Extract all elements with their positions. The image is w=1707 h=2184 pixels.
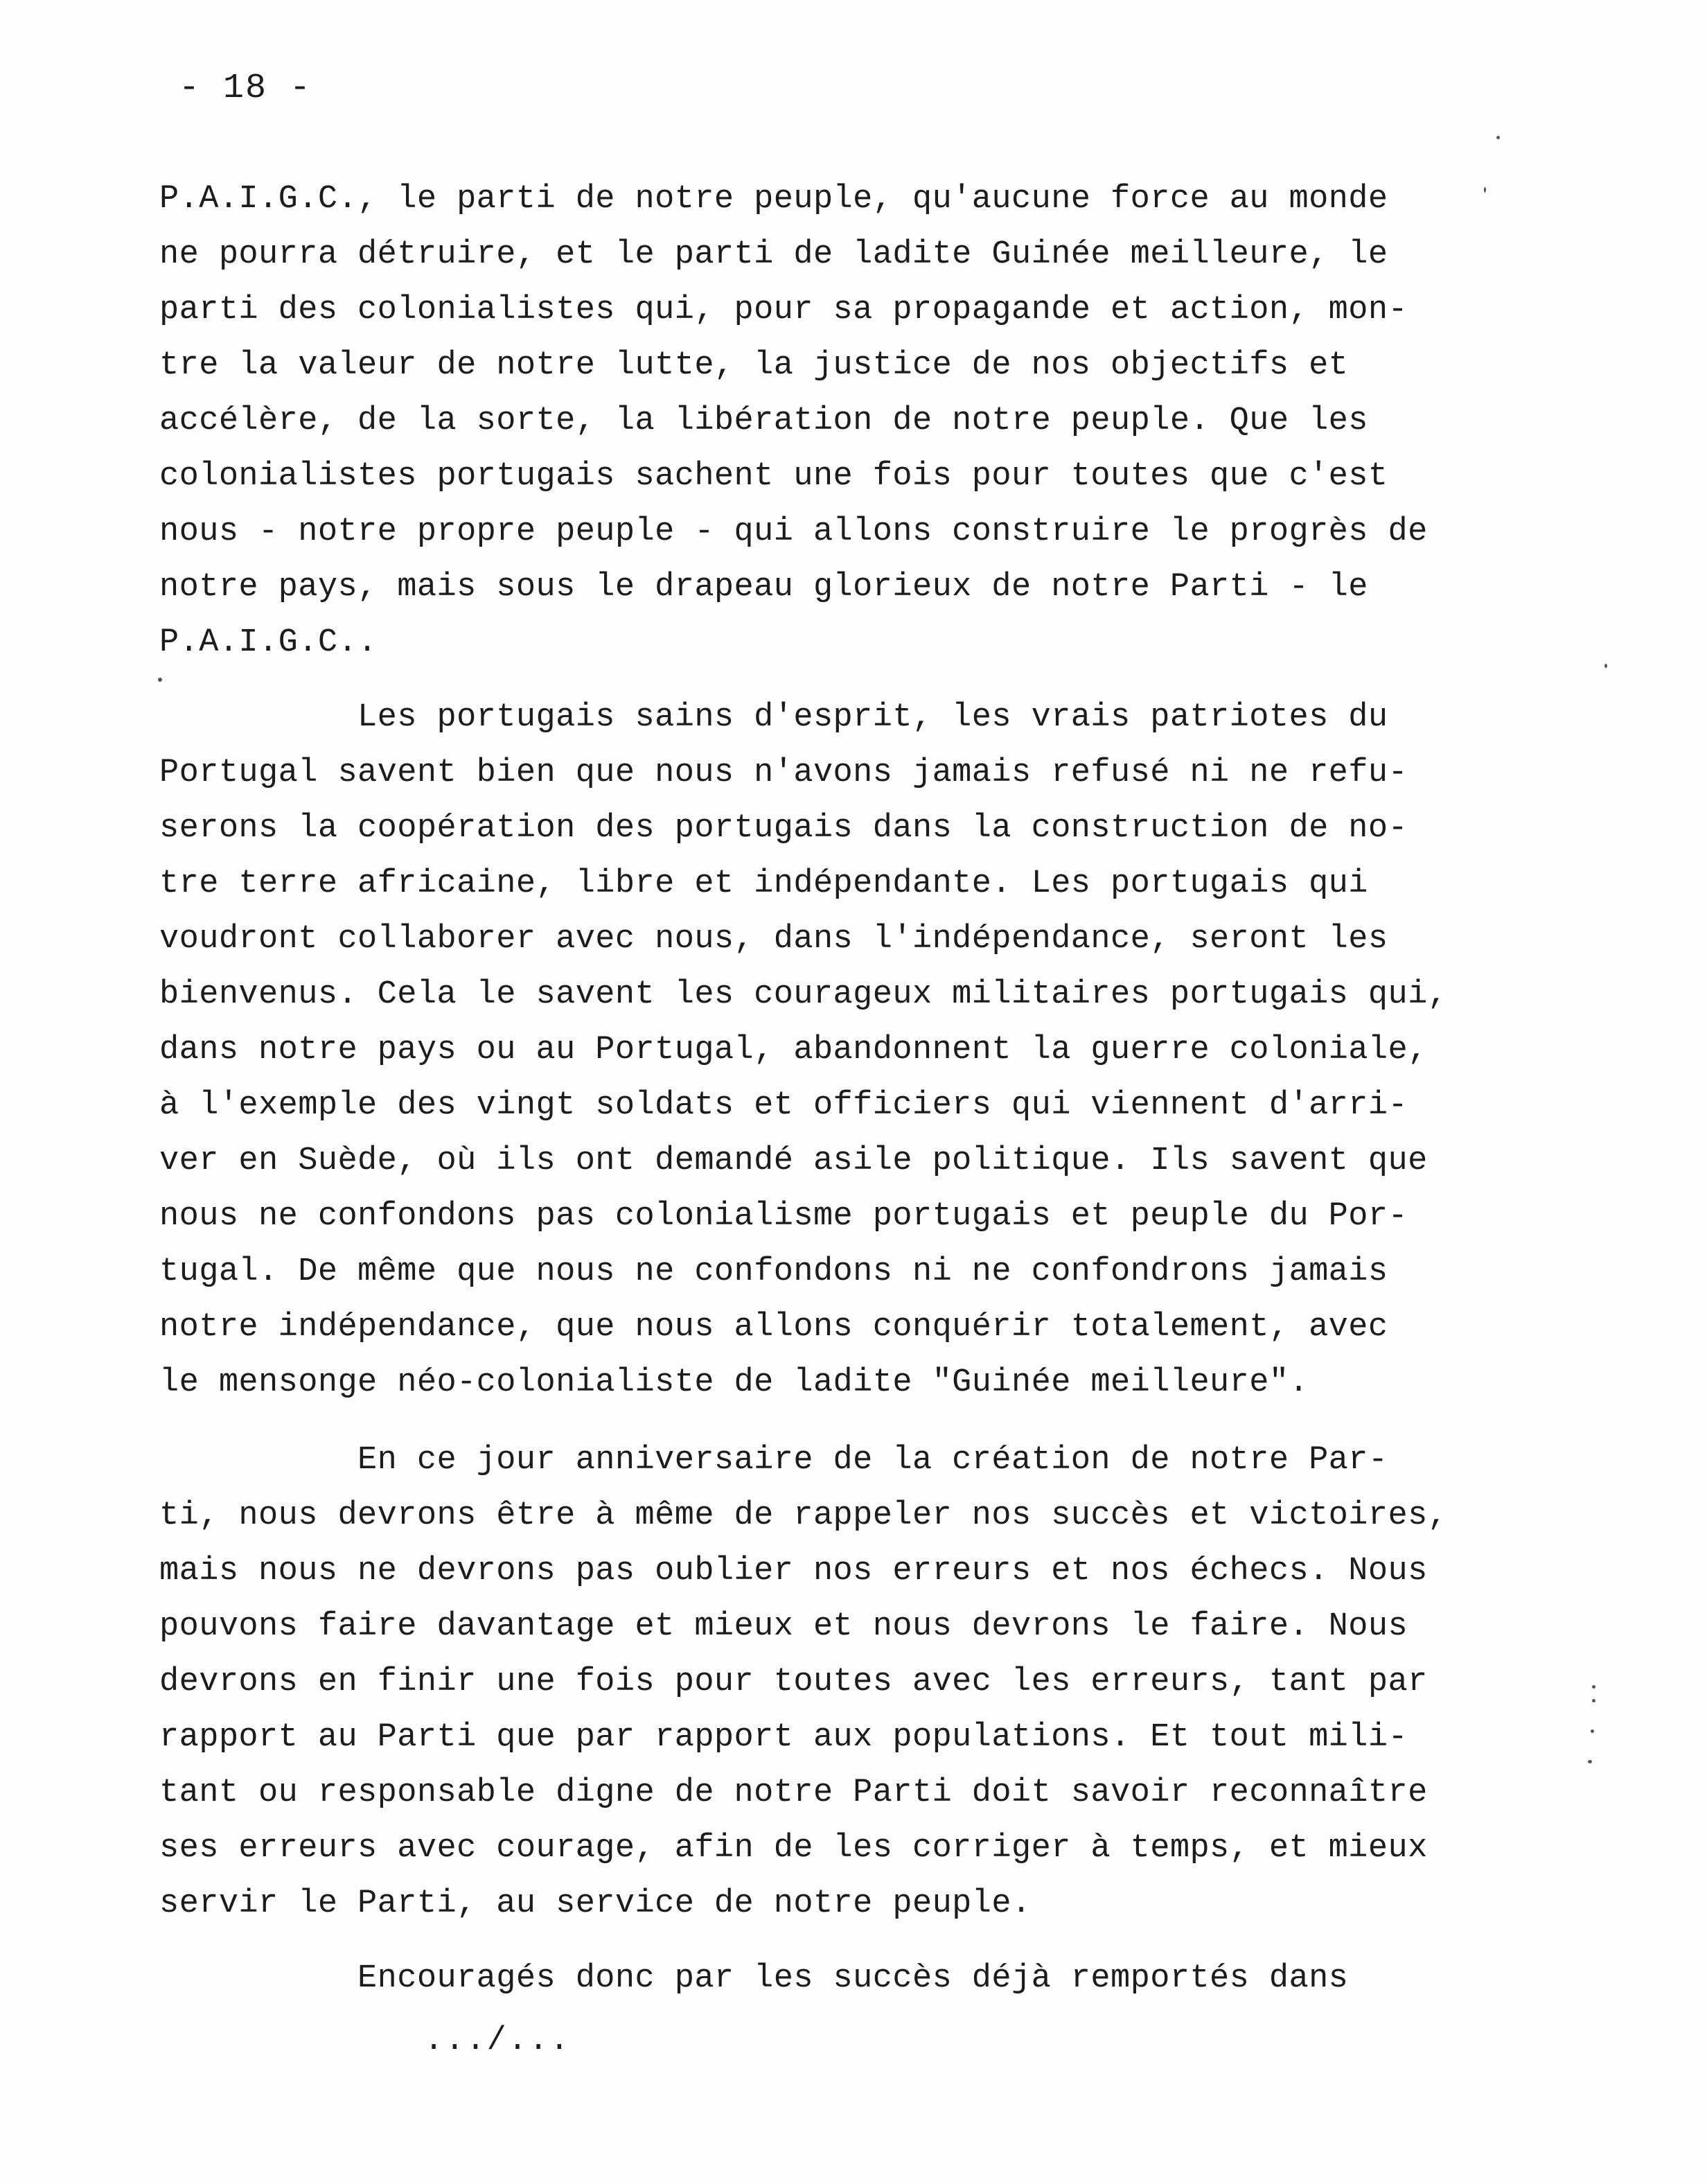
- paragraph-2: [159, 690, 1462, 1411]
- text-line: Portugal savent bien que nous n'avons jamais refusé ni ne refu-: [159, 755, 1408, 791]
- text-line: ti, nous devrons être à même de rappeler nos succès et victoires,: [159, 1497, 1448, 1534]
- text-line: notre indépendance, que nous allons conquérir totalement, avec: [159, 1309, 1388, 1346]
- text-line: mais nous ne devrons pas oublier nos erreurs et nos échecs. Nous: [159, 1553, 1428, 1589]
- text-line: parti des colonialistes qui, pour sa propagande et action, mon-: [159, 292, 1408, 328]
- paragraph-3: [159, 1433, 1462, 1932]
- scan-speck: [1604, 664, 1607, 668]
- scan-speck: [158, 678, 162, 682]
- text-line: P.A.I.G.C..: [159, 624, 378, 661]
- text-line: colonialistes portugais sachent une fois pour toutes que c'est: [159, 458, 1388, 495]
- text-line: tant ou responsable digne de notre Parti doit savoir reconnaître: [159, 1774, 1428, 1811]
- scan-speck: [1592, 1699, 1595, 1702]
- text-line: tugal. De même que nous ne confondons ni ne confondrons jamais: [159, 1253, 1388, 1290]
- text-line: nous - notre propre peuple - qui allons construire le progrès de: [159, 513, 1428, 550]
- text-line: ne pourra détruire, et le parti de ladite Guinée meilleure, le: [159, 236, 1388, 273]
- text-line: devrons en finir une fois pour toutes avec les erreurs, tant par: [159, 1664, 1428, 1700]
- text-line: Les portugais sains d'esprit, les vrais patriotes du: [159, 699, 1388, 736]
- text-line: P.A.I.G.C., le parti de notre peuple, qu'aucune force au monde: [159, 181, 1388, 218]
- text-line: ver en Suède, où ils ont demandé asile politique. Ils savent que: [159, 1143, 1428, 1179]
- text-line: accélère, de la sorte, la libération de notre peuple. Que les: [159, 403, 1368, 439]
- scan-speck: [1484, 187, 1486, 193]
- paragraph-4: [159, 1951, 1462, 2007]
- continuation-marker: .../...: [424, 2023, 571, 2059]
- text-line: notre pays, mais sous le drapeau glorieux de notre Parti - le: [159, 569, 1368, 606]
- text-line: servir le Parti, au service de notre peuple.: [159, 1885, 1032, 1922]
- text-line: pouvons faire davantage et mieux et nous devrons le faire. Nous: [159, 1608, 1408, 1645]
- text-line: serons la coopération des portugais dans la construction de no-: [159, 810, 1408, 847]
- text-line: Encouragés donc par les succès déjà remportés dans: [159, 1960, 1349, 1997]
- text-line: rapport au Parti que par rapport aux populations. Et tout mili-: [159, 1719, 1408, 1756]
- scan-speck: [1588, 1760, 1592, 1763]
- text-line: tre terre africaine, libre et indépendante. Les portugais qui: [159, 865, 1368, 902]
- paragraph-1: [159, 172, 1462, 671]
- page-number: - 18 -: [179, 69, 312, 108]
- scan-speck: [1591, 1729, 1594, 1733]
- text-line: à l'exemple des vingt soldats et officiers qui viennent d'arri-: [159, 1087, 1408, 1124]
- text-line: le mensonge néo-colonialiste de ladite "Guinée meilleure".: [159, 1364, 1309, 1401]
- text-line: bienvenus. Cela le savent les courageux militaires portugais qui,: [159, 976, 1448, 1013]
- text-line: voudront collaborer avec nous, dans l'indépendance, seront les: [159, 921, 1388, 958]
- text-line: En ce jour anniversaire de la création de notre Par-: [159, 1442, 1388, 1479]
- scan-speck: [1496, 136, 1500, 139]
- text-line: dans notre pays ou au Portugal, abandonnent la guerre coloniale,: [159, 1032, 1428, 1068]
- text-line: tre la valeur de notre lutte, la justice de nos objectifs et: [159, 347, 1349, 384]
- scan-speck: [1592, 1685, 1595, 1689]
- text-line: ses erreurs avec courage, afin de les corriger à temps, et mieux: [159, 1830, 1428, 1867]
- text-line: nous ne confondons pas colonialisme portugais et peuple du Por-: [159, 1198, 1408, 1235]
